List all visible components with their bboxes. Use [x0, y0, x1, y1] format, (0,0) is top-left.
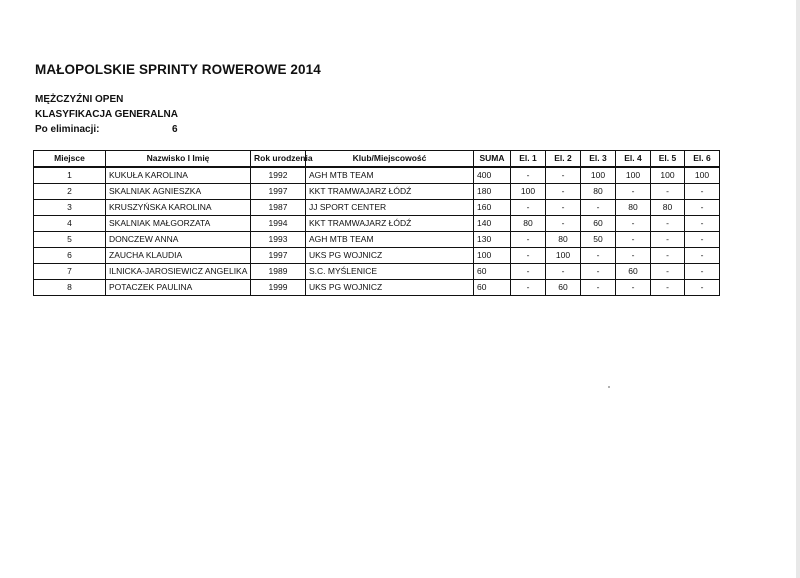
table-cell: - — [546, 264, 581, 280]
table-cell: 1992 — [251, 167, 306, 184]
table-cell: - — [511, 200, 546, 216]
table-cell: - — [651, 216, 685, 232]
table-cell: - — [651, 232, 685, 248]
table-cell: - — [685, 232, 720, 248]
category-label: MĘŻCZYŹNI OPEN — [35, 94, 124, 105]
table-cell: 1999 — [251, 280, 306, 296]
table-cell: 100 — [474, 248, 511, 264]
table-row — [34, 184, 720, 200]
classification-label: KLASYFIKACJA GENERALNA — [35, 109, 178, 120]
table-cell: ZAUCHA KLAUDIA — [106, 248, 251, 264]
column-header: SUMA — [474, 151, 511, 168]
column-header: Miejsce — [34, 151, 106, 168]
table-cell: - — [581, 200, 616, 216]
results-table — [33, 150, 720, 296]
table-cell: - — [616, 216, 651, 232]
table-cell: 6 — [34, 248, 106, 264]
table-cell: - — [546, 216, 581, 232]
table-cell: UKS PG WOJNICZ — [306, 248, 474, 264]
results-body — [34, 167, 720, 296]
column-header: El. 5 — [651, 151, 685, 168]
table-cell: - — [616, 248, 651, 264]
table-cell: - — [651, 248, 685, 264]
table-cell: KKT TRAMWAJARZ ŁÓDŹ — [306, 184, 474, 200]
table-cell: - — [511, 167, 546, 184]
table-row — [34, 248, 720, 264]
table-cell: - — [651, 184, 685, 200]
scan-speck — [608, 386, 610, 388]
table-cell: 1 — [34, 167, 106, 184]
table-cell: 60 — [581, 216, 616, 232]
table-cell: JJ SPORT CENTER — [306, 200, 474, 216]
table-cell: 100 — [685, 167, 720, 184]
table-cell: 180 — [474, 184, 511, 200]
table-row — [34, 200, 720, 216]
table-cell: 160 — [474, 200, 511, 216]
table-cell: - — [685, 280, 720, 296]
table-cell: - — [685, 200, 720, 216]
table-cell: 100 — [651, 167, 685, 184]
table-cell: 60 — [474, 280, 511, 296]
table-cell: - — [546, 184, 581, 200]
table-header-row — [34, 151, 720, 168]
table-cell: 60 — [474, 264, 511, 280]
column-header: Klub/Miejscowość — [306, 151, 474, 168]
table-cell: - — [511, 280, 546, 296]
table-cell: - — [581, 248, 616, 264]
table-cell: 140 — [474, 216, 511, 232]
table-row — [34, 232, 720, 248]
table-cell: KUKUŁA KAROLINA — [106, 167, 251, 184]
column-header: El. 3 — [581, 151, 616, 168]
column-header: El. 2 — [546, 151, 581, 168]
table-cell: 1997 — [251, 184, 306, 200]
table-cell: AGH MTB TEAM — [306, 232, 474, 248]
table-cell: 1997 — [251, 248, 306, 264]
table-cell: - — [616, 232, 651, 248]
table-row — [34, 280, 720, 296]
table-cell: - — [651, 264, 685, 280]
table-cell: 1993 — [251, 232, 306, 248]
table-cell: - — [685, 216, 720, 232]
table-row — [34, 167, 720, 184]
document-title: MAŁOPOLSKIE SPRINTY ROWEROWE 2014 — [35, 62, 321, 77]
table-cell: 50 — [581, 232, 616, 248]
table-cell: - — [685, 264, 720, 280]
table-cell: 3 — [34, 200, 106, 216]
table-cell: 60 — [546, 280, 581, 296]
table-cell: DONCZEW ANNA — [106, 232, 251, 248]
table-cell: KRUSZYŃSKA KAROLINA — [106, 200, 251, 216]
table-cell: 80 — [546, 232, 581, 248]
after-eliminations-label: Po eliminacji: — [35, 124, 100, 135]
table-cell: 130 — [474, 232, 511, 248]
table-cell: - — [616, 280, 651, 296]
table-cell: - — [581, 280, 616, 296]
table-cell: - — [616, 184, 651, 200]
column-header: El. 6 — [685, 151, 720, 168]
table-cell: - — [511, 248, 546, 264]
table-cell: 8 — [34, 280, 106, 296]
table-cell: 60 — [616, 264, 651, 280]
table-cell: 2 — [34, 184, 106, 200]
table-cell: 100 — [581, 167, 616, 184]
table-cell: POTACZEK PAULINA — [106, 280, 251, 296]
table-cell: 5 — [34, 232, 106, 248]
table-cell: - — [546, 167, 581, 184]
table-cell: 80 — [511, 216, 546, 232]
table-cell: AGH MTB TEAM — [306, 167, 474, 184]
table-cell: S.C. MYŚLENICE — [306, 264, 474, 280]
scan-edge — [796, 0, 800, 578]
table-cell: SKALNIAK AGNIESZKA — [106, 184, 251, 200]
table-cell: 1994 — [251, 216, 306, 232]
table-cell: KKT TRAMWAJARZ ŁÓDŹ — [306, 216, 474, 232]
table-cell: - — [685, 184, 720, 200]
table-cell: - — [685, 248, 720, 264]
table-cell: 1989 — [251, 264, 306, 280]
table-cell: 7 — [34, 264, 106, 280]
column-header: Rok urodzenia — [251, 151, 306, 168]
table-row — [34, 216, 720, 232]
table-cell: 80 — [581, 184, 616, 200]
table-cell: - — [581, 264, 616, 280]
table-cell: - — [511, 264, 546, 280]
after-eliminations-value: 6 — [172, 124, 178, 135]
table-cell: 400 — [474, 167, 511, 184]
table-cell: UKS PG WOJNICZ — [306, 280, 474, 296]
table-cell: 1987 — [251, 200, 306, 216]
table-cell: - — [546, 200, 581, 216]
column-header: El. 4 — [616, 151, 651, 168]
table-cell: 80 — [651, 200, 685, 216]
table-cell: - — [511, 232, 546, 248]
table-cell: - — [651, 280, 685, 296]
column-header: El. 1 — [511, 151, 546, 168]
table-cell: SKALNIAK MAŁGORZATA — [106, 216, 251, 232]
column-header: Nazwisko I Imię — [106, 151, 251, 168]
table-cell: 100 — [546, 248, 581, 264]
table-cell: 100 — [511, 184, 546, 200]
table-row — [34, 264, 720, 280]
table-cell: 100 — [616, 167, 651, 184]
table-cell: ILNICKA-JAROSIEWICZ ANGELIKA — [106, 264, 251, 280]
table-cell: 4 — [34, 216, 106, 232]
table-cell: 80 — [616, 200, 651, 216]
